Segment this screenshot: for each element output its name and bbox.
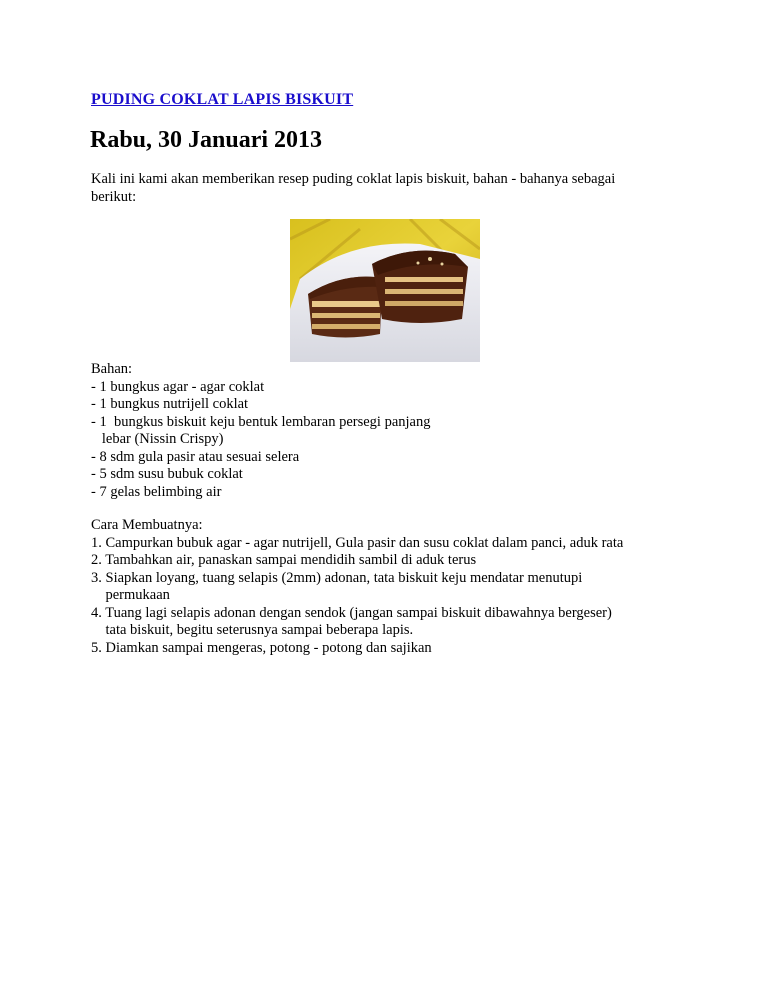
intro-line: berikut: [91, 189, 137, 205]
title-link[interactable]: PUDING COKLAT LAPIS BISKUIT [91, 91, 354, 108]
ingredient-item: - 5 sdm susu bubuk coklat [91, 466, 243, 482]
instruction-step: 3. Siapkan loyang, tuang selapis (2mm) adonan, tata biskuit keju mendatar menutupi [91, 569, 583, 586]
intro-paragraph [91, 170, 671, 206]
instruction-step: tata biskuit, begitu seterusnya sampai beberapa lapis. [91, 622, 414, 638]
ingredient-item: lebar (Nissin Crispy) [91, 431, 224, 447]
instruction-step: 4. Tuang lagi selapis adonan dengan sendok (jangan sampai biskuit dibawahnya bergeser) [91, 604, 612, 621]
ingredient-item: - 8 sdm gula pasir atau sesuai selera [91, 448, 300, 465]
instructions-section [91, 517, 691, 657]
instruction-step: 1. Campurkan bubuk agar - agar nutrijell, Gula pasir dan susu coklat dalam panci, aduk rata [91, 534, 624, 551]
ingredient-item: - 7 gelas belimbing air [91, 483, 222, 500]
instruction-step: 2. Tambahkan air, panaskan sampai mendidih sambil di aduk terus [91, 552, 477, 568]
intro-line: Kali ini kami akan memberikan resep puding coklat lapis biskuit, bahan - bahanya sebagai [91, 171, 616, 187]
post-date: Rabu, 30 Januari 2013 [90, 127, 323, 153]
ingredient-item: - 1 bungkus nutrijell coklat [91, 396, 249, 412]
ingredient-item: - 1 bungkus biskuit keju bentuk lembaran persegi panjang [91, 413, 431, 430]
instruction-step: permukaan [91, 587, 170, 603]
ingredients-section [91, 361, 691, 501]
ingredient-item: - 1 bungkus agar - agar coklat [91, 378, 265, 395]
chocolate-pudding-image [290, 219, 480, 362]
ingredients-heading: Bahan: [91, 361, 133, 377]
instructions-heading: Cara Membuatnya: [91, 517, 203, 533]
chocolate-pudding-photo [290, 219, 480, 362]
instruction-step: 5. Diamkan sampai mengeras, potong - potong dan sajikan [91, 639, 432, 656]
